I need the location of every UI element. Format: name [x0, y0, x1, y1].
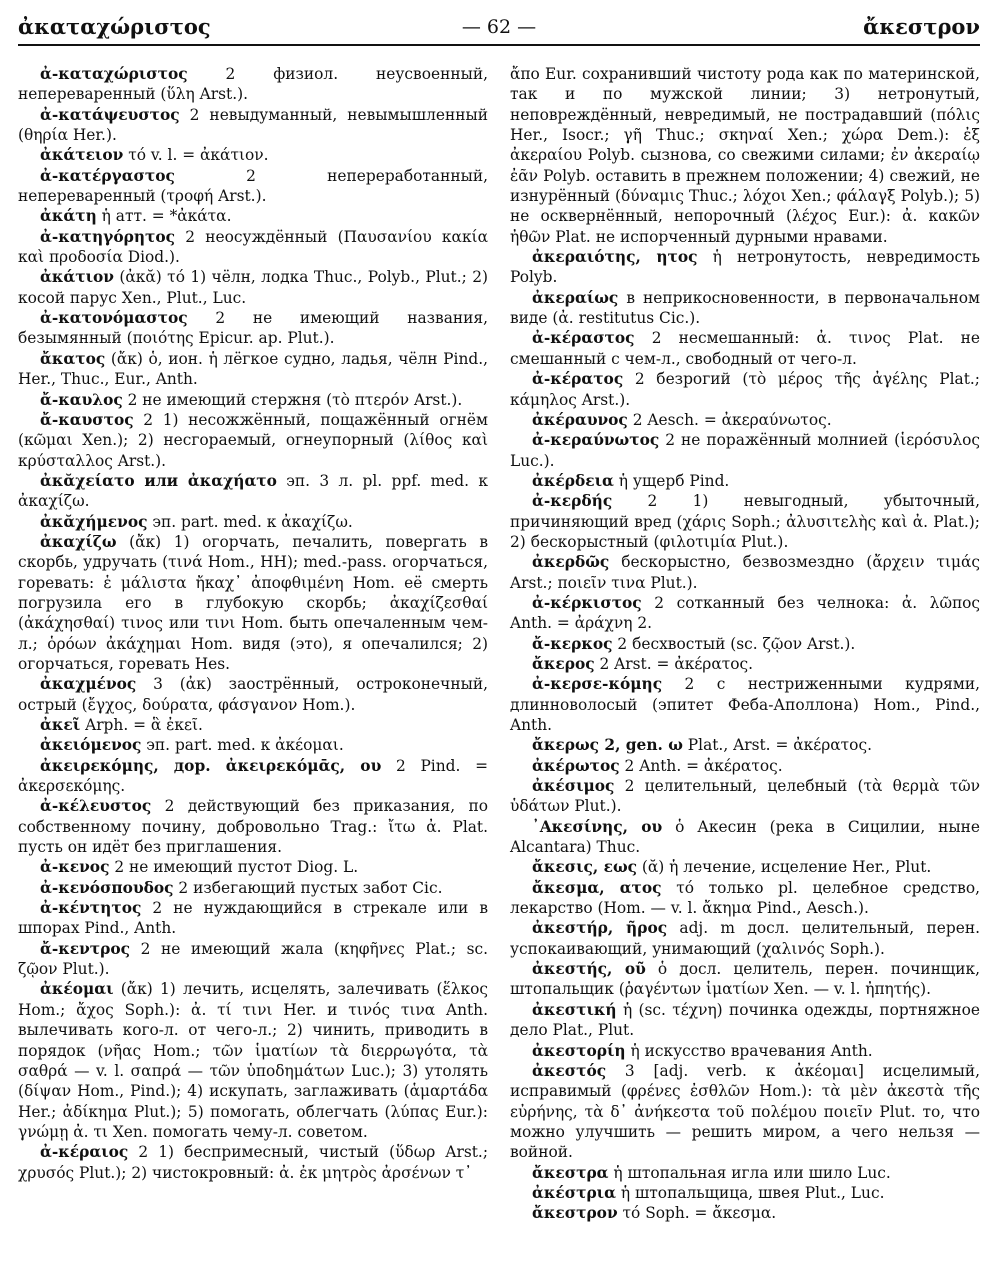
entry-headword: ἀκέστρια: [532, 1183, 616, 1202]
entry-definition: τό только pl. целебное средство, лекарство (Hom. — v. l. ἄκημα Pind., Aesch.).: [510, 878, 980, 918]
entry-headword: ἀκερδῶς: [532, 553, 610, 572]
entry-headword: ἀκειόμενος: [40, 736, 142, 755]
entry-headword: ἄκεσις, εως: [532, 858, 637, 877]
entry-headword: ἀ-κέραιος: [40, 1143, 129, 1162]
dictionary-entry: [18, 166, 488, 207]
dictionary-entry: [18, 267, 488, 308]
entry-headword: ἀ-κενόσπουδος: [40, 878, 174, 897]
entry-definition: эп. part. med. к ἀκαχίζω.: [147, 512, 353, 531]
dictionary-entry: [18, 349, 488, 390]
entry-definition: 2 Aesch. = ἀκεραύνωτος.: [627, 410, 832, 429]
entry-headword: ἀ-κενος: [40, 858, 110, 877]
dictionary-entry: [510, 735, 980, 755]
dictionary-entry: [18, 939, 488, 980]
entry-definition: (ᾰ) ἡ лечение, исцеление Her., Plut.: [637, 858, 932, 877]
dictionary-entry: [510, 247, 980, 288]
dictionary-entry: [510, 1203, 980, 1223]
entry-definition: ἡ нетронутость, невредимость Polyb.: [510, 248, 981, 287]
entry-headword: ἄκερως 2, gen. ω: [532, 736, 683, 755]
entry-definition: 2 избегающий пустых забот Cic.: [173, 878, 443, 897]
entry-headword: ἀκαχίζω: [40, 532, 117, 551]
dictionary-entry: [18, 898, 488, 939]
entry-headword: ᾽Ακεσίνης, ου: [532, 817, 663, 836]
entry-headword: ἄ-καυλος: [40, 390, 123, 409]
entry-headword: ἀκεστής, οῦ: [532, 960, 646, 979]
entry-definition: ἡ ущерб Pind.: [613, 471, 730, 490]
dictionary-entry: [510, 328, 980, 369]
page-header: [18, 14, 980, 46]
entry-definition: 2 с нестриженными кудрями, длинноволосый (эпитет Феба-Аполлона) Hom., Pind., Anth.: [510, 675, 980, 734]
dictionary-entry: [510, 369, 980, 410]
entry-headword: ἀ-καταχώριστος: [40, 65, 188, 83]
entry-headword: ἀ-κατονόμαστος: [40, 309, 188, 328]
entry-headword: ἀκέρωτος: [532, 756, 620, 775]
entry-headword: ἀ-κέρατος: [532, 370, 624, 389]
dictionary-entry: [510, 593, 980, 634]
entry-definition: 2 не имеющий стержня (τὸ πτερόν Arst.).: [122, 390, 463, 409]
entry-headword: ἀκᾰχήμενος: [40, 512, 148, 531]
entry-definition: 2 действующий без приказания, по собственному почину, добровольно Trag.: ἴτω ἀ. Plat. пусть он идёт без приглашения.: [18, 797, 488, 857]
entry-headword: ἄ-κερκος: [532, 634, 613, 653]
dictionary-entry: [18, 512, 488, 532]
left-column: [18, 64, 488, 1183]
dictionary-entry: [510, 1183, 980, 1203]
entry-definition: (ἄκ) ὁ, ион. ἡ лёгкое судно, ладья, чёлн Pind., Her., Thuc., Eur., Anth.: [18, 349, 488, 389]
dictionary-entry: [510, 857, 980, 877]
dictionary-entry: [510, 878, 980, 919]
entry-definition: 2 непереработанный, непереваренный (τροφή Arst.).: [18, 166, 488, 206]
entry-definition: 2 Arst. = ἀκέρατος.: [594, 654, 754, 673]
entry-definition: 2 не нуждающийся в стрекале или в шпорах Pind., Anth.: [18, 899, 488, 938]
dictionary-entry: [18, 674, 488, 715]
dictionary-entry: [510, 471, 980, 491]
entry-definition: 2 1) несожжённый, пощажённый огнём (κῶμαι Xen.); 2) несгораемый, огнеупорный (λίθος καὶ κρύσταλλος Arst.).: [18, 410, 488, 470]
dictionary-entry: [510, 1061, 980, 1163]
entry-headword: ἀκέραυνος: [532, 410, 628, 429]
entry-headword: ἀ-κέραστος: [532, 329, 635, 348]
entry-definition: 2 1) невыгодный, убыточный, причиняющий вред (χάρις Soph.; ἀλυσιτελὴς καὶ ἀ. Plat.); 2) бескорыстный (φιλοτιμία Plut.).: [510, 492, 980, 551]
entry-headword: ἄκατος: [40, 349, 106, 368]
entry-headword: ἀκεστορίη: [532, 1041, 626, 1060]
dictionary-entry: [18, 410, 488, 471]
entry-definition: (ἄκ) 1) огорчать, печалить, повергать в скорбь, удручать (τινά Hom., HH); med.-pass. огорчаться, горевать: ἑ μάλιστα ἤκαχ᾽ ἀποφθιμένη Hom. её смерть погрузила его в глубокую скорбь; ἀκαχίζεσθαί (ἀκάχησθαί) τινος или τινι Hom. быть опечаленным чем-л.; ὁρόων ἀκάχημαι Hom. видя (это), я опечалился; 2) огорчаться, горевать Hes.: [18, 532, 488, 673]
entry-definition: 2 несмешанный: ἀ. τινος Plat. не смешанный с чем-л., свободный от чего-л.: [510, 329, 980, 368]
page-number: — 62 —: [461, 16, 537, 38]
entry-headword: ἀκεραιότης, ητος: [532, 248, 698, 267]
entry-headword: ἀ-κεραύνωτος: [532, 431, 660, 450]
entry-headword: ἄ-καυστος: [40, 410, 134, 429]
entry-headword: ἄκεστρον: [532, 1204, 618, 1223]
entry-definition: ὁ Акесин (река в Сицилии, ныне Alcantara) Thuc.: [510, 817, 980, 857]
dictionary-entry: [18, 105, 488, 146]
entry-definition: τό v. l. = ἀκάτιον.: [123, 146, 269, 165]
entry-definition: в неприкосновенности, в первоначальном виде (ἀ. restitutus Cic.).: [510, 288, 980, 328]
dictionary-entry: [510, 634, 980, 654]
header-left-guide-word: ἀκαταχώριστος: [18, 14, 211, 39]
entry-headword: ἀκάτη: [40, 207, 97, 226]
dictionary-entry: [18, 878, 488, 898]
dictionary-entry: [510, 430, 980, 471]
dictionary-entry: [510, 1041, 980, 1061]
dictionary-entry: [18, 390, 488, 410]
entry-headword: ἀκεστός: [532, 1061, 607, 1080]
entry-definition: ἡ штопальная игла или шило Luc.: [608, 1163, 891, 1182]
entry-definition: ἄπο Eur. сохранивший чистоту рода как по материнской, так и по мужской линии; 3) нетронутый, неповреждённый, невредимый, не пострадавший (πόλις Her., Isocr.; γῆ Thuc.; σκηναί Xen.; χώρα Dem.): ἐξ ἀκεραίου Polyb. сызнова, со свежими силами; ἐν ἀκεραίῳ ἐᾶν Polyb. оставить в прежнем положении; 4) свежий, не изнурённый (δύναμις Thuc.; λόχοι Xen.; φάλαγξ Polyb.); 5) не осквернённый, непорочный (λέχος Eur.): ἀ. κακῶν ἠθῶν Plat. не испорченный дурными нравами.: [510, 65, 980, 246]
entry-headword: ἀκεῖ: [40, 716, 81, 734]
entry-headword: ἀκεστήρ, ῆρος: [532, 919, 668, 938]
entry-definition: (ἀκᾰ) τό 1) чёлн, лодка Thuc., Polyb., Plut.; 2) косой парус Xen., Plut., Luc.: [18, 268, 488, 307]
entry-definition: 2 физиол. неусвоенный, непереваренный (ὕλη Arst.).: [18, 65, 488, 104]
entry-headword: ἄ-κεντρος: [40, 939, 131, 958]
dictionary-entry: [510, 756, 980, 776]
dictionary-entry: [18, 1142, 488, 1183]
dictionary-entry: [510, 918, 980, 959]
dictionary-entry: [510, 817, 980, 858]
entry-headword: ἀκεστική: [532, 1000, 617, 1019]
entry-definition: (ἄκ) 1) лечить, исцелять, залечивать (ἕλκος Hom.; ἄχος Soph.): ἀ. τί τινι Her. и τινός τινα Anth. вылечивать кого-л. от чего-л.; 2) чинить, приводить в порядок (νῆας Hom.; τῶν ἱματίων τὰ διερρωγότα, τὰ σαθρά — v. l. σαπρά — τῶν ὑποδημάτων Luc.); 3) утолять (δίψαν Hom., Pind.); 4) искупать, заглаживать (ἁμαρτάδα Her.; ἀδίκημα Plut.); 5) помогать, облегчать (λύπας Eur.): γνώμῃ ἀ. τι Xen. помогать чему-л. советом.: [18, 980, 488, 1141]
entry-headword: ἀκάτειον: [40, 146, 124, 165]
entry-headword: ἀ-κατάψευστος: [40, 105, 180, 124]
entry-definition: Arph. = ἃ ἐκεῖ.: [80, 716, 203, 734]
dictionary-entry: [510, 959, 980, 1000]
entry-definition: 2 бесхвостый (sc. ζῷον Arst.).: [612, 634, 856, 653]
entry-definition: 3 (ἀκ) заострённый, остроконечный, острый (ἔγχος, δούρατα, φάσγανον Hom.).: [18, 675, 488, 714]
entry-definition: adj. m досл. целительный, перен. успокаивающий, унимающий (χαλινός Soph.).: [510, 919, 980, 958]
entry-definition: эп. part. med. к ἀκέομαι.: [141, 736, 344, 755]
entry-headword: ἀ-κατέργαστος: [40, 166, 175, 185]
entry-definition: ἡ искусство врачевания Anth.: [625, 1041, 873, 1060]
entry-definition: ἡ штопальщица, швея Plut., Luc.: [615, 1183, 885, 1202]
right-column: [510, 64, 980, 1224]
dictionary-entry: [18, 64, 488, 105]
entry-headword: ἀ-κατηγόρητος: [40, 227, 175, 246]
dictionary-entry: [510, 64, 980, 247]
entry-headword: ἄκερος: [532, 654, 595, 673]
dictionary-entry: [510, 654, 980, 674]
entry-headword: ἀκαχμένος: [40, 675, 137, 694]
dictionary-entry: [18, 308, 488, 349]
dictionary-entry: [510, 410, 980, 430]
dictionary-entry: [18, 206, 488, 226]
entry-definition: ἡ (sc. τέχνη) починка одежды, портняжное дело Plat., Plut.: [510, 1000, 980, 1040]
entry-definition: 2 не имеющий названия, безымянный (ποιότης Epicur. ap. Plut.).: [18, 309, 488, 348]
entry-headword: ἀ-κερδής: [532, 492, 613, 511]
entry-headword: ἀκέρδεια: [532, 471, 614, 490]
entry-headword: ἀ-κερσε-κόμης: [532, 675, 663, 694]
dictionary-entry: [510, 1000, 980, 1041]
entry-definition: 2 не имеющий пустот Diog. L.: [109, 858, 359, 877]
entry-definition: 3 [adj. verb. к ἀκέομαι] исцелимый, исправимый (φρένες ἐσθλῶν Hom.): τὰ μὲν ἀκεστὰ τῆς εὐρήνης, τὰ δ᾽ ἀνήκεστα τοῦ πολέμου ποιεῖν Plut. то, что можно улучшить — решить миром, а чего нельзя — войной.: [510, 1061, 980, 1162]
dictionary-entry: [18, 715, 488, 735]
entry-definition: 2 целительный, целебный (τὰ θερμὰ τῶν ὑδάτων Plut.).: [510, 777, 980, 816]
dictionary-entry: [18, 532, 488, 674]
entry-definition: 2 безрогий (τὸ μέρος τῆς ἀγέλης Plat.; κάμηλος Arst.).: [510, 370, 980, 409]
entry-headword: ἀ-κέλευστος: [40, 797, 152, 816]
entry-headword: ἀκέσιμος: [532, 777, 615, 796]
entry-headword: ἄκεσμα, ατος: [532, 878, 662, 897]
entry-definition: 2 не имеющий жала (κηφῆνες Plat.; sc. ζῷον Plut.).: [18, 939, 488, 979]
entry-definition: бескорыстно, безвозмездно (ἄρχειν τιμάς Arst.; ποιεῖν τινα Plut.).: [510, 553, 980, 592]
dictionary-entry: [18, 145, 488, 165]
entry-definition: 2 1) беспримесный, чистый (ὕδωρ Arst.; χρυσός Plut.); 2) чистокровный: ἀ. ἐκ μητρὸς ἀρσένων τ᾽: [18, 1143, 488, 1182]
dictionary-entry: [18, 979, 488, 1142]
entry-definition: 2 Anth. = ἀκέρατος.: [619, 756, 783, 775]
dictionary-entry: [510, 674, 980, 735]
entry-definition: ὁ досл. целитель, перен. починщик, штопальщик (ῥαγέντων ἱματίων Xen. — v. l. ἠπητής).: [510, 960, 980, 999]
entry-headword: ἀκέομαι: [40, 980, 114, 999]
entry-headword: ἀκειρεκόμης, дор. ἀκειρεκόμᾱς, ου: [40, 756, 382, 775]
entry-headword: ἀ-κέρκιστος: [532, 593, 642, 612]
entry-headword: ἀκᾰχείατο или ἀκαχήατο: [40, 471, 277, 490]
header-right-guide-word: ἄκεστρον: [863, 14, 980, 39]
dictionary-entry: [18, 756, 488, 797]
entry-definition: 2 невыдуманный, невымышленный (θηρία Her.).: [18, 105, 488, 145]
dictionary-entry: [18, 735, 488, 755]
dictionary-entry: [18, 857, 488, 877]
dictionary-entry: [510, 288, 980, 329]
dictionary-entry: [510, 1163, 980, 1183]
entry-definition: 2 Pind. = ἀκερσεκόμης.: [18, 756, 488, 796]
entry-headword: ἀκεραίως: [532, 288, 619, 307]
dictionary-entry: [510, 491, 980, 552]
entry-definition: τό Soph. = ἄκεσμα.: [617, 1204, 777, 1223]
dictionary-entry: [18, 227, 488, 268]
entry-definition: 2 не поражённый молнией (ἱερόσυλος Luc.).: [510, 431, 980, 470]
dictionary-entry: [510, 776, 980, 817]
entry-headword: ἀκάτιον: [40, 268, 114, 287]
entry-definition: Plat., Arst. = ἀκέρατος.: [682, 736, 872, 755]
dictionary-entry: [18, 471, 488, 512]
entry-definition: 2 неосуждённый (Παυσανίου κακία καὶ προδοσία Diod.).: [18, 227, 488, 267]
entry-definition: 2 сотканный без челнока: ἀ. λῶπος Anth. = ἀράχνη 2.: [510, 593, 980, 633]
dictionary-entry: [510, 552, 980, 593]
dictionary-entry: [18, 796, 488, 857]
entry-headword: ἄκεστρα: [532, 1163, 609, 1182]
entry-definition: эп. 3 л. pl. ppf. med. к ἀκαχίζω.: [18, 471, 489, 511]
entry-headword: ἀ-κέντητος: [40, 899, 142, 918]
entry-definition: ἡ атт. = *ἀκάτα.: [96, 207, 232, 226]
